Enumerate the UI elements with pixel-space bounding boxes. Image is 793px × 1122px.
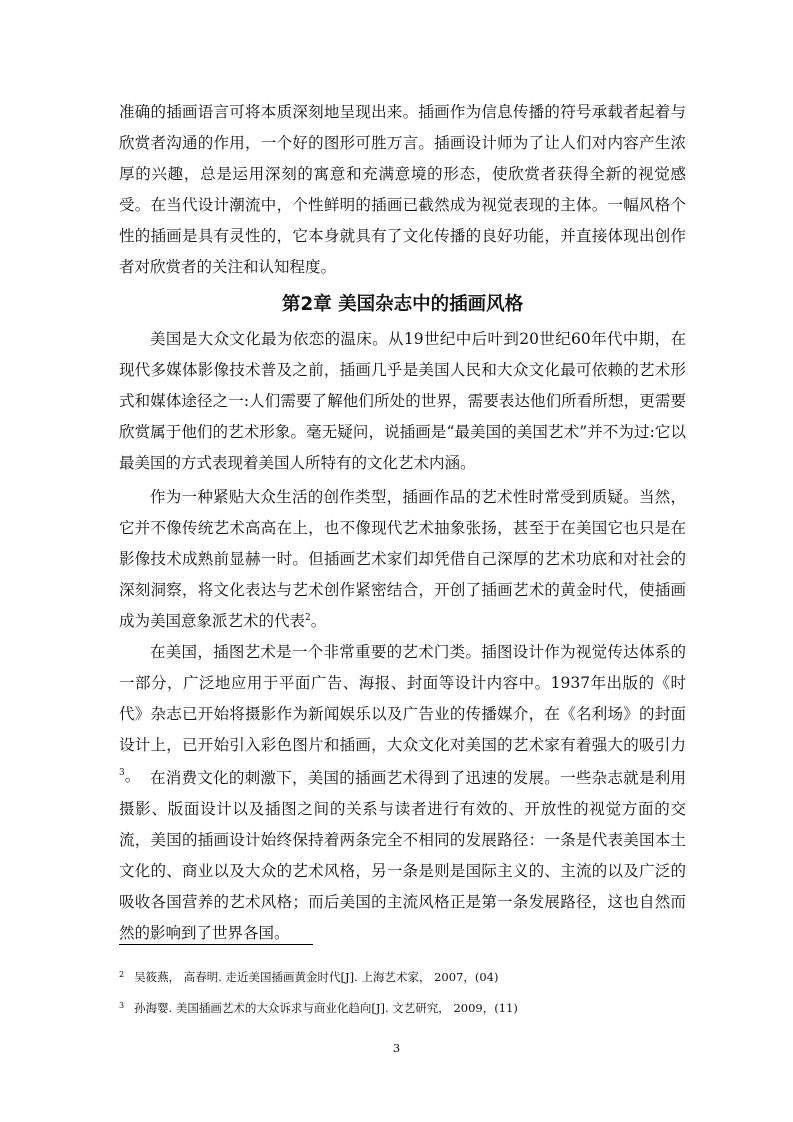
paragraph-text: 在美国，插图艺术是一个非常重要的艺术门类。插图设计作为视觉传达体系的一部分，广泛地应用于平面广告、海报、封面等设计内容中。1937年出版的《时代》杂志已开始将摄影作为新闻娱乐以及广告业的传播媒介，在《名利场》的封面设计上，已开始引入彩色图片和插画，大众文化对美国的艺术家有着强大的吸引力 xyxy=(119,643,686,754)
footnote-text: 吴筱燕， 高春明. 走近美国插画黄金时代[J]. 上海艺术家， 2007，(04) xyxy=(134,970,499,984)
paragraph-artistry xyxy=(119,482,686,637)
paragraph-popular-culture xyxy=(119,324,686,479)
paragraph-text-end: 。 xyxy=(124,767,141,785)
paragraph-text: 在消费文化的刺激下，美国的插画艺术得到了迅速的发展。一些杂志就是利用摄影、版面设计以及插图之间的关系与读者进行有效的、开放性的视觉方面的交流，美国的插画设计始终保持着两条完全不相同的发展路径：一条是代表美国本土文化的、商业以及大众的艺术风格，另一条是则是国际主义的、主流的以及广泛的吸收各国营养的艺术风格；而后美国的主流风格正是第一条发展路径，这也自然而然的影响到了世界各国。 xyxy=(119,769,686,942)
paragraph-text: 美国是大众文化最为依恋的温床。从19世纪中后叶到20世纪60年代中期，在现代多媒体影像技术普及之前，插画几乎是美国人民和大众文化最可依赖的艺术形式和媒体途径之一:人们需要了解他们所处的世界，需要表达他们所看所想，更需要欣赏属于他们的艺术形象。毫无疑问，说插画是“最美国的美国艺术”并不为过:它以最美国的方式表现着美国人所特有的文化艺术内涵。 xyxy=(119,330,686,472)
page-number: 3 xyxy=(392,1041,401,1055)
paragraph-consumer-culture xyxy=(119,763,686,949)
footnote-mark: 2 xyxy=(119,970,125,979)
chapter-title: 第2章 美国杂志中的插画风格 xyxy=(281,294,524,315)
footnote-reference[interactable]: 2 xyxy=(305,613,311,623)
footnote xyxy=(119,966,686,986)
footnote-reference[interactable]: 3 xyxy=(119,768,125,778)
paragraph-intro xyxy=(119,97,686,283)
paragraph-text-end: 。 xyxy=(310,612,327,630)
footnote-divider xyxy=(119,944,313,945)
paragraph-text: 准确的插画语言可将本质深刻地呈现出来。插画作为信息传播的符号承载者起着与欣赏者沟通的作用，一个好的图形可胜万言。插画设计师为了让人们对内容产生浓厚的兴趣，总是运用深刻的寓意和充满意境的形态，使欣赏者获得全新的视觉感受。在当代设计潮流中，个性鲜明的插画已截然成为视觉表现的主体。一幅风格个性的插画是具有灵性的，它本身就具有了文化传播的良好功能，并直接体现出创作者对欣赏者的关注和认知程度。 xyxy=(119,103,686,276)
footnote-text: 孙海婴. 美国插画艺术的大众诉求与商业化趋向[J]. 文艺研究， 2009，(11) xyxy=(134,1001,518,1015)
footnote-mark: 3 xyxy=(119,1001,125,1010)
paragraph-text: 作为一种紧贴大众生活的创作类型，插画作品的艺术性时常受到质疑。当然，它并不像传统艺术高高在上，也不像现代艺术抽象张扬，甚至于在美国它也只是在影像技术成熟前显赫一时。但插画艺术家们却凭借自己深厚的艺术功底和对社会的深刻洞察，将文化表达与艺术创作紧密结合，开创了插画艺术的黄金时代，使插画成为美国意象派艺术的代表 xyxy=(119,488,686,630)
footnote xyxy=(119,997,686,1017)
